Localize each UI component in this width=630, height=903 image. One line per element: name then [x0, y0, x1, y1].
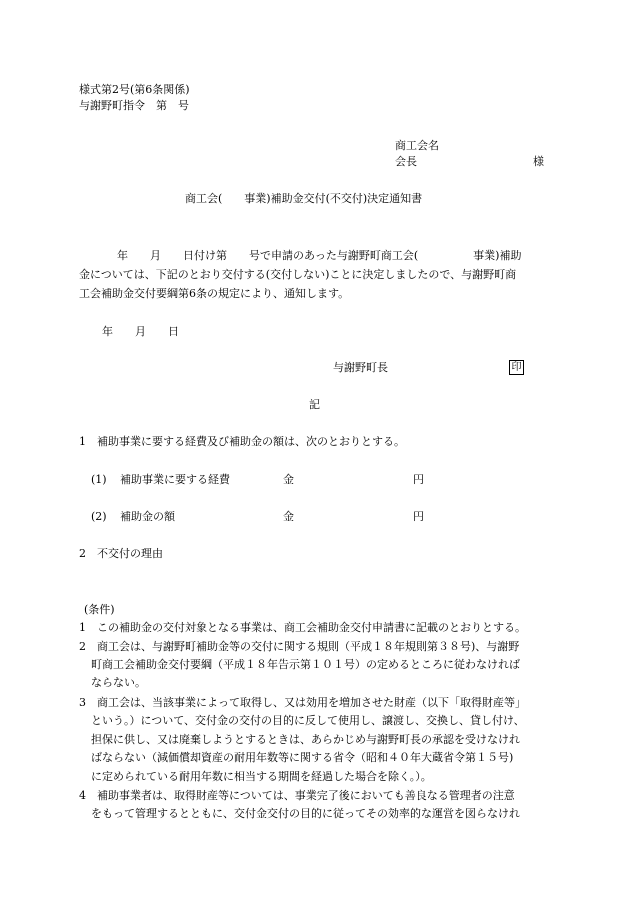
condition-3-line-4: ばならない（減価償却資産の耐用年数等に関する省令（昭和４０年大蔵省令第１５号): [91, 751, 514, 764]
ki-heading: 記: [309, 398, 320, 411]
addressee-title: 会長: [395, 155, 417, 168]
date-line: 年 月 日: [102, 325, 179, 338]
item2-label: 補助金の額: [120, 510, 175, 523]
directive-number: 与謝野町指令 第 号: [79, 99, 189, 112]
section2-heading: 2 不交付の理由: [79, 547, 163, 560]
document-title: 商工会( 事業)補助金交付(不交付)決定通知書: [185, 192, 423, 205]
body-line-2: 金については、下記のとおり交付する(交付しない)ことに決定しましたので、与謝野町商: [79, 268, 517, 281]
section1-heading: 1 補助事業に要する経費及び補助金の額は、次のとおりとする。: [79, 435, 405, 448]
conditions-heading: (条件): [84, 603, 115, 616]
addressee-org: 商工会名: [395, 139, 439, 152]
item2-kin: 金: [283, 510, 294, 523]
seal-mark: 印: [509, 360, 524, 375]
item2-number: (2): [91, 510, 107, 523]
condition-2-line-1: 2 商工会は、与謝野町補助金等の交付に関する規則（平成１８年規則第３８号)、与謝野: [79, 640, 520, 653]
condition-3-line-3: 担保に供し、又は廃棄しようとするときは、あらかじめ与謝野町長の承認を受けなけれ: [91, 733, 520, 746]
addressee-honorific: 様: [533, 155, 544, 168]
body-line-3: 工会補助金交付要綱第6条の規定により、通知します。: [79, 287, 350, 300]
item1-number: (1): [91, 473, 107, 486]
item1-yen: 円: [413, 473, 424, 486]
item2-yen: 円: [413, 510, 424, 523]
issuer-name: 与謝野町長: [333, 361, 388, 374]
condition-3-line-5: に定められている耐用年数に相当する期間を経過した場合を除く。）。: [91, 770, 432, 783]
condition-3-line-2: という。）について、交付金の交付の目的に反して使用し、譲渡し、交換し、貸し付け、: [91, 714, 525, 727]
condition-3-line-1: 3 商工会は、当該事業によって取得し、又は効用を増加させた財産（以下「取得財産等」: [79, 696, 526, 709]
item1-kin: 金: [283, 473, 294, 486]
form-number: 様式第2号(第6条関係): [79, 83, 190, 96]
body-line-1: 年 月 日付け第 号で申請のあった与謝野町商工会( 事業)補助: [117, 249, 522, 262]
condition-4-line-2: をもって管理するとともに、交付金交付の目的に従ってその効率的な運営を図らなけれ: [91, 807, 520, 820]
condition-4-line-1: 4 補助事業者は、取得財産等については、事業完了後においても善良なる管理者の注意: [79, 789, 515, 802]
condition-2-line-2: 町商工会補助金交付要綱（平成１８年告示第１０１号）の定めるところに従わなければ: [91, 658, 520, 671]
item1-label: 補助事業に要する経費: [120, 473, 230, 486]
condition-1: 1 この補助金の交付対象となる事業は、商工会補助金交付申請書に記載のとおりとする。: [79, 621, 526, 634]
condition-2-line-3: ならない。: [91, 676, 146, 689]
